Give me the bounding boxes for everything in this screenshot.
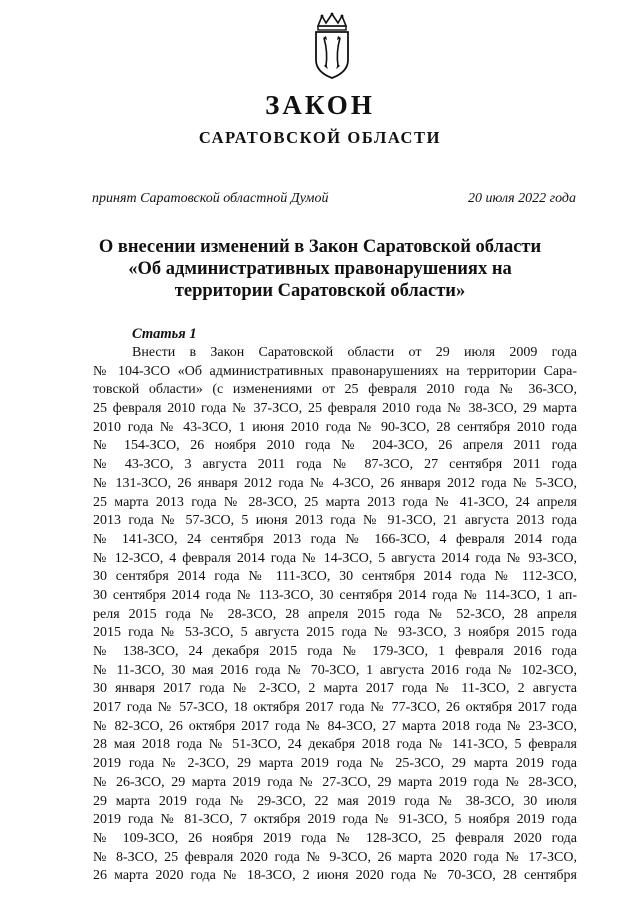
body-line: № 109-ЗСО, 26 ноября 2019 года № 128-ЗСО, 25 февраля 2020 года [93,830,577,846]
body-line: 25 марта 2013 года № 28-ЗСО, 25 марта 2013 года № 41-ЗСО, 24 апреля [93,494,577,510]
body-line: товской области» (с изменениями от 25 февраля 2010 года № 36-ЗСО, [93,382,577,398]
body-line: 2019 года № 81-ЗСО, 7 октября 2019 года № 91-ЗСО, 5 ноября 2019 года [93,812,577,828]
body-line: № 43-ЗСО, 3 августа 2011 года № 87-ЗСО, 27 сентября 2011 года [93,457,577,473]
body-line: № 141-ЗСО, 24 сентября 2013 года № 166-ЗСО, 4 февраля 2014 года [93,531,577,547]
body-line: Внести в Закон Саратовской области от 29 июля 2009 года [132,345,577,360]
body-line: 26 марта 2020 года № 18-ЗСО, 2 июня 2020 года № 70-ЗСО, 28 сентября [93,868,577,884]
body-line: 2015 года № 53-ЗСО, 5 августа 2015 года № 93-ЗСО, 3 ноября 2015 года [93,625,577,641]
heading-line: «Об административных правонарушениях на [128,259,512,279]
body-line: № 131-ЗСО, 26 января 2012 года № 4-ЗСО, 26 января 2012 года № 5-ЗСО, [93,475,577,491]
body-line: 28 мая 2018 года № 51-ЗСО, 24 декабря 2018 года № 141-ЗСО, 5 февраля [93,737,577,753]
body-line: № 8-ЗСО, 25 февраля 2020 года № 9-ЗСО, 26 марта 2020 года № 17-ЗСО, [93,849,577,865]
body-line: № 82-ЗСО, 26 октября 2017 года № 84-ЗСО, 27 марта 2018 года № 23-ЗСО, [93,718,577,734]
body-line: 30 января 2017 года № 2-ЗСО, 2 марта 2017 года № 11-ЗСО, 2 августа [93,681,577,697]
adopted-date: 20 июля 2022 года [468,191,576,206]
coat-of-arms-icon [310,12,354,80]
law-region: САРАТОВСКОЙ ОБЛАСТИ [198,128,442,147]
body-line: реля 2015 года № 28-ЗСО, 28 апреля 2015 года № 52-ЗСО, 28 апреля [93,606,577,622]
body-line: № 12-ЗСО, 4 февраля 2014 года № 14-ЗСО, 5 августа 2014 года № 93-ЗСО, [93,550,577,566]
body-line: № 154-ЗСО, 26 ноября 2010 года № 204-ЗСО, 26 апреля 2011 года [93,438,577,454]
heading-line: О внесении изменений в Закон Саратовской области [98,237,542,257]
body-line: № 11-ЗСО, 30 мая 2016 года № 70-ЗСО, 1 августа 2016 года № 102-ЗСО, [93,662,577,678]
law-title: ЗАКОН [265,90,375,120]
body-line: 29 марта 2019 года № 29-ЗСО, 22 мая 2019 года № 38-ЗСО, 30 июля [93,793,577,809]
body-line: 2019 года № 2-ЗСО, 29 марта 2019 года № 25-ЗСО, 29 марта 2019 года [93,756,577,772]
law-heading [0,236,640,302]
body-line: № 26-ЗСО, 29 марта 2019 года № 27-ЗСО, 29 марта 2019 года № 28-ЗСО, [93,774,577,790]
heading-line: территории Саратовской области» [174,281,466,301]
body-line: № 104-ЗСО «Об административных правонарушениях на территории Сара- [93,363,577,379]
body-line: 30 сентября 2014 года № 111-ЗСО, 30 сентября 2014 года № 112-ЗСО, [93,569,577,585]
body-line: 2017 года № 57-ЗСО, 18 октября 2017 года № 77-ЗСО, 26 октября 2017 года [93,700,577,716]
body-line: 2013 года № 57-ЗСО, 5 июня 2013 года № 91-ЗСО, 21 августа 2013 года [93,513,577,529]
body-line: 2010 года № 43-ЗСО, 1 июня 2010 года № 90-ЗСО, 28 сентября 2010 года [93,419,577,435]
article-body [93,344,577,886]
body-line: 30 сентября 2014 года № 113-ЗСО, 30 сентября 2014 года № 114-ЗСО, 1 ап- [93,587,577,603]
body-line: № 138-ЗСО, 24 декабря 2015 года № 179-ЗСО, 1 февраля 2016 года [93,644,577,659]
body-line: 25 февраля 2010 года № 37-ЗСО, 25 февраля 2010 года № 38-ЗСО, 29 марта [93,401,577,417]
adopted-by: принят Саратовской областной Думой [92,191,329,206]
article-label: Статья 1 [132,326,197,342]
